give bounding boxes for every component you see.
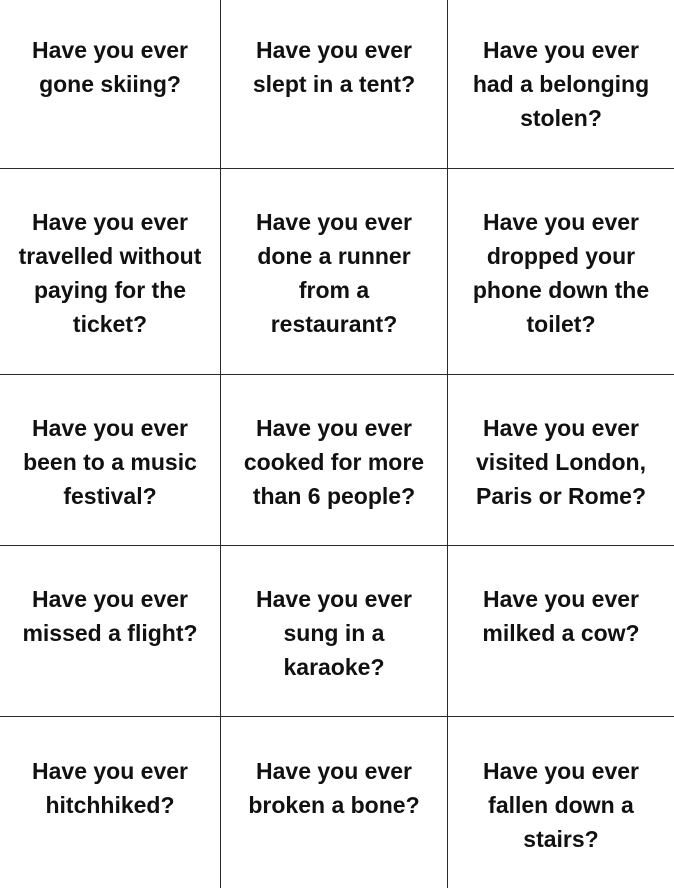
question-card: Have you ever dropped your phone down the toilet? bbox=[472, 209, 650, 337]
question-card: Have you ever been to a music festival? bbox=[23, 415, 197, 509]
question-card: Have you ever done a runner from a restaurant? bbox=[256, 209, 412, 337]
question-card: Have you ever sung in a karaoke? bbox=[256, 586, 412, 680]
question-card: Have you ever cooked for more than 6 people? bbox=[243, 415, 425, 509]
question-card: Have you ever milked a cow? bbox=[482, 586, 640, 646]
question-card: Have you ever slept in a tent? bbox=[252, 37, 416, 97]
question-card: Have you ever fallen down a stairs? bbox=[483, 758, 639, 852]
question-card: Have you ever broken a bone? bbox=[248, 758, 420, 818]
question-card: Have you ever visited London, Paris or Rome? bbox=[476, 415, 646, 509]
question-card: Have you ever missed a flight? bbox=[22, 586, 198, 646]
question-card: Have you ever gone skiing? bbox=[32, 37, 188, 97]
question-card: Have you ever had a belonging stolen? bbox=[472, 37, 650, 131]
question-card: Have you ever hitchhiked? bbox=[32, 758, 188, 818]
question-card: Have you ever travelled without paying for the ticket? bbox=[18, 209, 202, 337]
